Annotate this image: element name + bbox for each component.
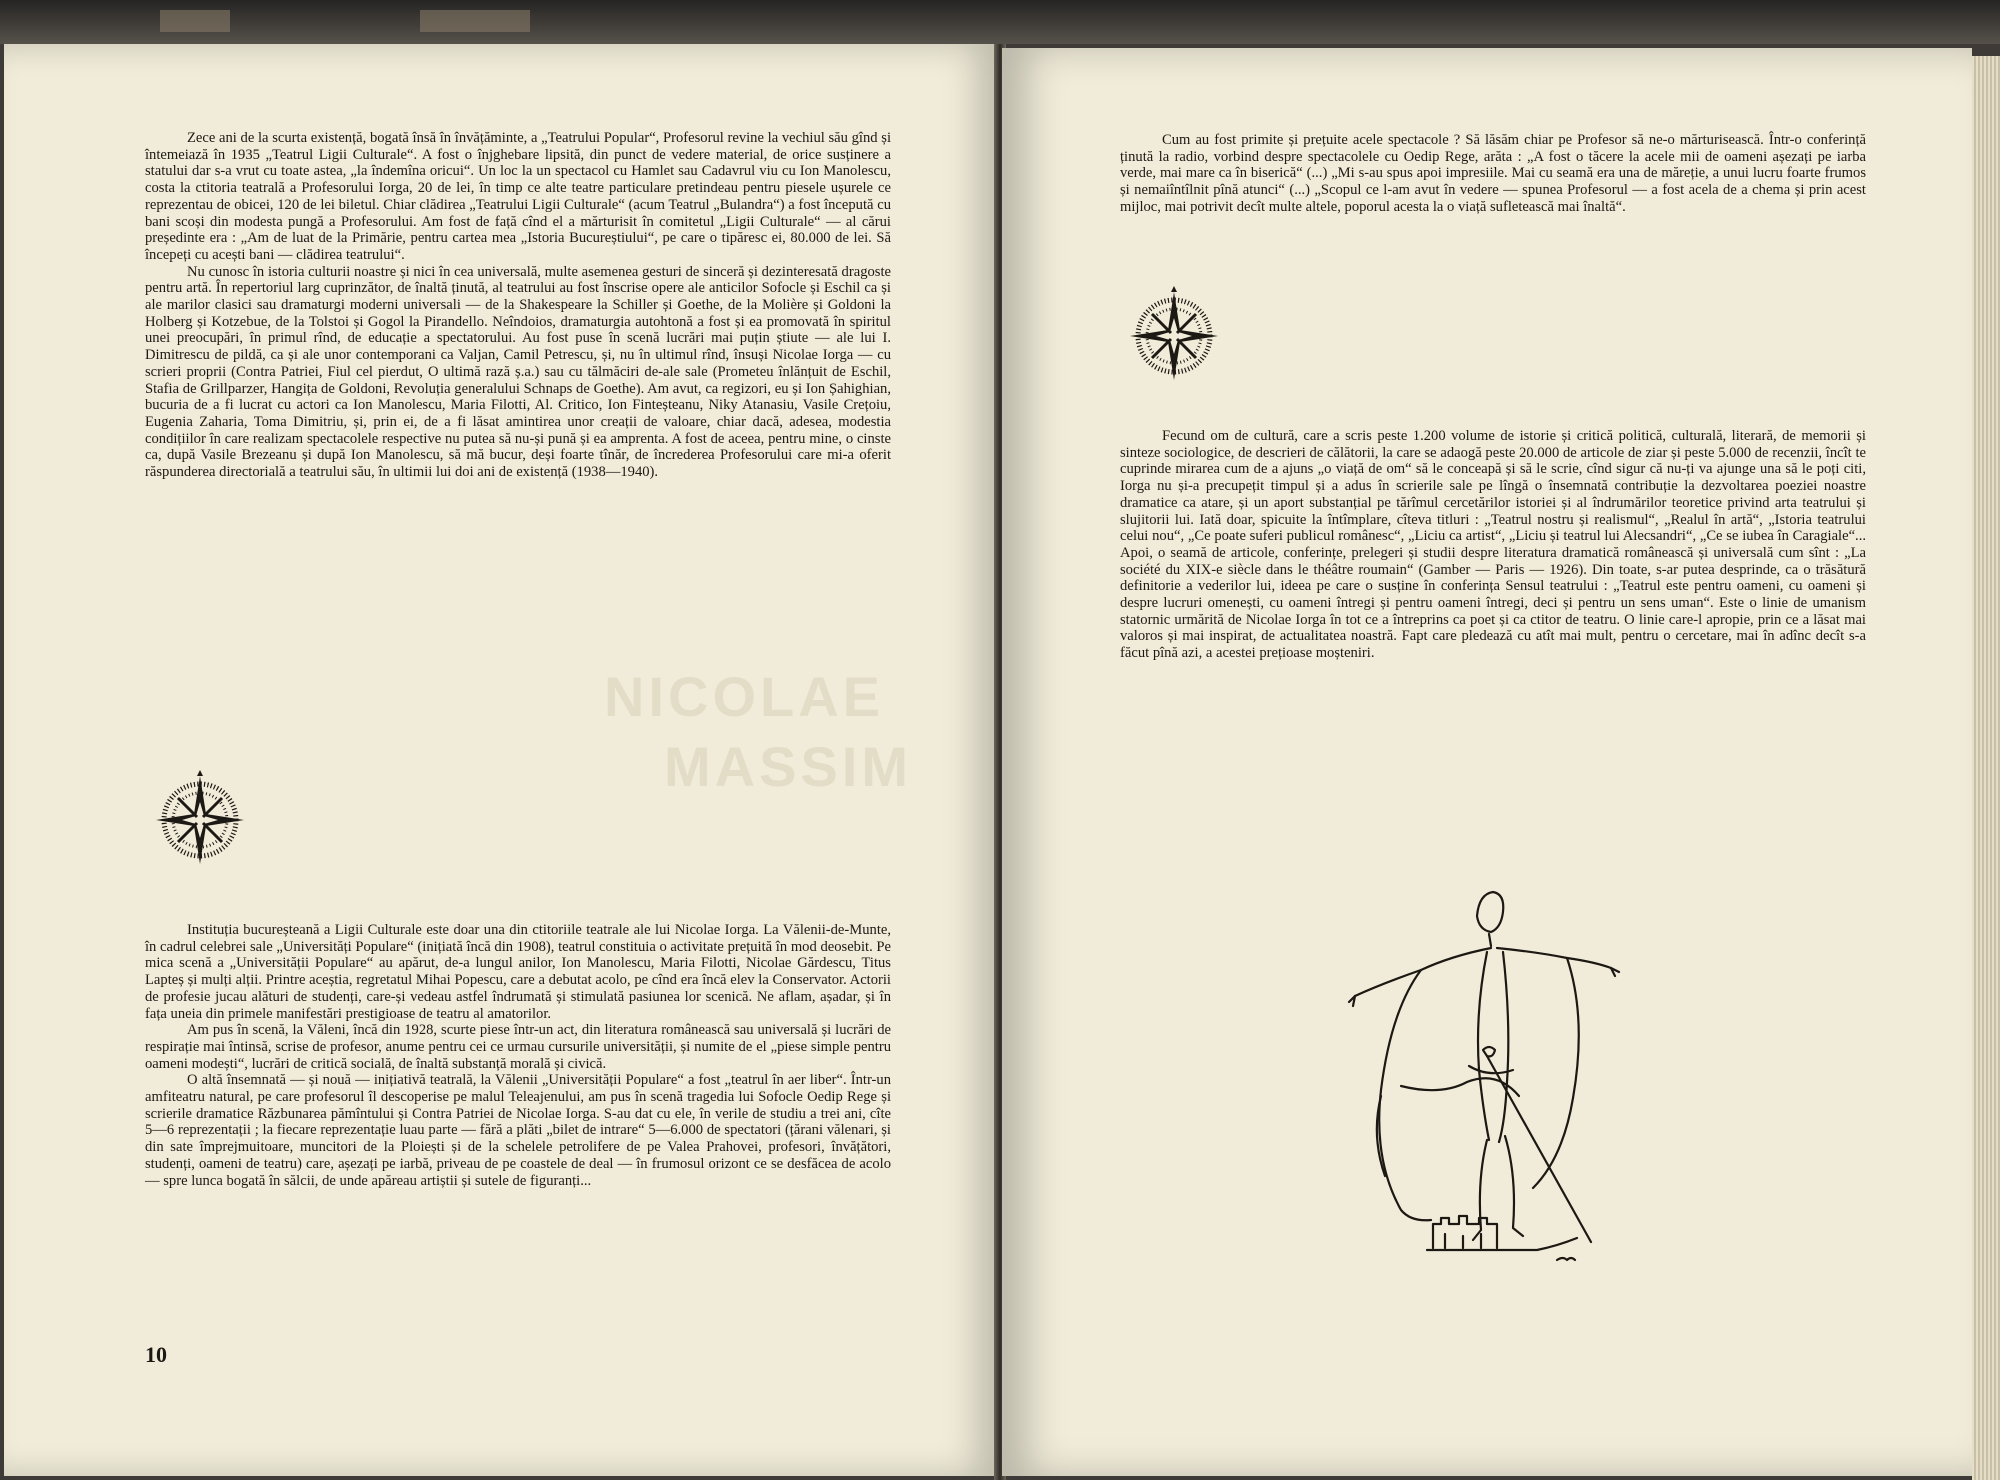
actor-sketch-illustration — [1337, 856, 1627, 1266]
paragraph: Zece ani de la scurta existență, bogată însă în învățăminte, a „Teatrului Popular“, Profesorul revine la vechiul său gînd și întemeiază în 1935 „Teatrul Ligii Culturale“. A fost o înjghebare lipsită, din punct de vedere material, de orice susținere a statului dar s-a vrut cu toate astea, „la îndemîna oricui“. Un loc la un spectacol cu Hamlet sau Cadavrul viu cu Ion Manolescu, costa la ctitoria teatrală a Profesorului Iorga, 20 de lei, în timp ce alte teatre particulare pretindeau pentru piesele ușurele ce reprezentau de obicei, 120 de lei biletul. Chiar clădirea „Teatrului Ligii Culturale“ (acum Teatrul „Bulandra“) a fost începută cu bani scoși din modesta pungă a Profesorului. Am fost de față cînd el a mărturisit în comitetul „Ligii Culturale“ — al cărui președinte era : „Am de luat de la Primărie, pentru cartea mea „Istoria Bucureștiului“, pe care o tipăresc ei, 80.000 de lei. Să începeți cu acești bani — clădirea teatrului“. — [145, 130, 891, 263]
paragraph: Instituția bucureșteană a Ligii Culturale este doar una din ctitoriile teatrale ale lui Nicolae Iorga. La Vălenii-de-Munte, în cadrul celebrei sale „Universități Populare“ (inițiată încă din 1908), teatrul constituia o activitate prețuită în mod deosebit. Pe mica scenă a „Universității Populare“ au apărut, de-a lungul anilor, Ion Manolescu, Maria Filotti, Nicolae Gărdescu, Titus Lapteș și mulți alții. Printre aceștia, regretatul Mihai Popescu, care a debutat acolo, pe cînd era încă elev la Conservator. Actorii de profesie jucau alături de studenți, care-și vedeau astfel îndrumată și stimulată pasiunea lor scenică. Ne aflam, așadar, și în fața uneia din primele manifestări prestigioase de teatru al amatorilor. — [145, 922, 891, 1022]
left-text-section-2 — [145, 922, 891, 1189]
paragraph: Nu cunosc în istoria culturii noastre și nici în cea universală, multe asemenea gesturi de sinceră și dezinteresată dragoste pentru artă. În repertoriul larg cuprinzător, de înaltă ținută, al teatrului au fost înscrise opere ale anticilor Sofocle și Eschil ca și ale marilor clasici sau dramaturgi moderni universali — de la Shakespeare la Schiller și Goethe, de la Molière și Goldoni la Holberg și Kotzebue, de la Tolstoi și Gogol la Pirandello. Neîndoios, dramaturgia autohtonă a fost și ea promovată în spiritul unei preocupări, în primul rînd, de educație a spectatorului. Au fost puse în scenă lucrări mai puțin știute — ale lui I. Dimitrescu de pildă, ca și ale unor contemporani ca Valjan, Camil Petrescu, și, nu în ultimul rînd, însuși Nicolae Iorga — cu scrieri proprii (Contra Patriei, Fiul cel pierdut, O ultimă rază ș.a.) sau cu tălmăciri de-ale sale (Prometeu înlănțuit de Eschil, Stafia de Grillparzer, Hangița de Goldoni, Revoluția generalului Schnaps de Goethe). Am avut, ca regizori, eu și Ion Șahighian, bucuria de a fi lucrat cu actori ca Ion Manolescu, Maria Filotti, Al. Critico, Ion Finteșteanu, Niky Atanasiu, Vasile Crețoiu, Eugenia Zaharia, Toma Dimitriu, și, prin ei, de a fi lăsat amintirea unor creații de valoare, chiar dacă, adesea, modestia condițiilor în care realizam spectacolele respective nu putea să nu-și pună și ea amprenta. A fost de aceea, pentru mine, o cinste ca, după Vasile Brezeanu și după Ion Manolescu, să mă bucur, deși foarte tînăr, de încrederea Profesorului care mi-a oferit răspunderea directorială a teatrului său, în ultimii lui doi ani de existență (1938—1940). — [145, 263, 891, 481]
book-top-edge — [0, 0, 2000, 44]
paragraph: O altă însemnată — și nouă — inițiativă teatrală, la Vălenii „Universității Populare“ a fost „teatrul în aer liber“. Într-un amfiteatru natural, pe care profesorul îl descoperise pe malul Teleajenului, am pus în scenă tragedia lui Sofocle Oedip Rege și scrierile dramatice Răzbunarea pămîntului și Contra Patriei de Nicolae Iorga. S-au dat cu ele, în verile de studiu a trei ani, cîte 5—6 reprezentații ; la fiecare reprezentație luau parte — fără a plăti „bilet de intrare“ 5—6.000 de spectatori (țărani vălenari, și din sate împrejmuitoare, muncitori de la Ploiești și de la schelele petrolifere de pe Valea Prahovei, profesori, învățători, studenți, oameni de teatru) care, așezați pe iarbă, priveau de pe coastele de deal — în frumosul orizont ce se desfăcea de acolo — spre lunca bogată în sălcii, de unde apăreau artiștii și sutele de figuranți... — [145, 1072, 891, 1189]
left-page — [4, 44, 998, 1476]
show-through-text: MASSIM — [664, 735, 912, 798]
right-page — [1002, 48, 1972, 1476]
page-number: 10 — [145, 1342, 167, 1367]
left-text-section-1 — [145, 130, 891, 481]
show-through-text: NICOLAE — [604, 665, 884, 728]
edge-mark — [420, 10, 530, 32]
paragraph: Am pus în scenă, la Văleni, încă din 1928, scurte piese într-un act, din literatura românească sau universală și lucrări de respirație mai întinsă, scrise de profesor, anume pentru cei ce urmau cursurile universității, și numite de el „piese simple pentru oameni modești“, lucrări de critică socială, de înaltă substanță morală și civică. — [145, 1022, 891, 1072]
paragraph: Fecund om de cultură, care a scris peste 1.200 volume de istorie și critică politică, culturală, literară, de memorii și sinteze sociologice, de descrieri de călătorii, la care se adaogă peste 20.000 de articole de ziar și peste 5.000 de recenzii, încît te cuprinde mirarea cum de a ajuns „o viață de om“ să le conceapă și să le scrie, cînd sigur că nu-ți va ajunge una să le poți citi, Iorga nu și-a precupețit timpul și a adus în scrierile sale pe lîngă o însemnată contribuție la dezvoltarea poeziei noastre dramatice ca atare, și un aport substanțial pe tărîmul cercetărilor istoriei și al îndrumărilor teoretice privind arta teatrului și slujitorii lui. Iată doar, spicuite la întîmplare, cîteva titluri : „Teatrul nostru și realismul“, „Realul în artă“, „Istoria teatrului celui nou“, „Ce poate suferi publicul românesc“, „Liciu ca artist“, „Liciu și teatrul lui Alecsandri“, „Ce se iubea în Caragiale“... Apoi, o seamă de articole, conferințe, prelegeri și studii despre literatura dramatică românească și universală cum sînt : „La société du XIX-e siècle dans le théâtre roumain“ (Gamber — Paris — 1926). Din toate, s-ar putea desprinde, ca o trăsătură definitorie a vederilor lui, ideea pe care o susține în conferința Sensul teatrului : „Teatrul este pentru oameni, cu oameni și despre lucruri omenești, cu oameni întregi și pentru oameni întregi, deci și pentru un sens uman“. Este o linie de umanism statornic urmărită de Nicolae Iorga în tot ce a întreprins ca poet și ca ctitor de teatru. O linie care-l apropie, prin ce a lăsat mai valoros și mai inspirat, de actualitatea noastră. Fapt care pledează cu atît mai mult, pentru o cercetare, mai în adînc decît s-a făcut pînă azi, a acestei prețioase moșteniri. — [1120, 428, 1866, 662]
book-page-edges — [1972, 56, 2000, 1480]
compass-rose-ornament-icon — [150, 768, 250, 872]
compass-rose-ornament-icon — [1124, 284, 1224, 388]
paragraph: Cum au fost primite și prețuite acele spectacole ? Să lăsăm chiar pe Profesor să ne-o mărturisească. Într-o conferință ținută la radio, vorbind despre spectacolele cu Oedip Rege, arăta : „A fost o tăcere la acele mii de oameni așezați pe iarba verde, mai mare ca în biserică“ (...) „Mi s-au spus apoi impresiile. Mai cu seamă era una de măreție, a unui lucru foarte frumos și nemaiîntîlnit pînă atunci“ (...) „Scopul ce l-am avut în vedere — spunea Profesorul — a fost acela de a chema și prin acest mijloc, mai potrivit decît multe altele, poporul acesta la o viață sufletească mai înaltă“. — [1120, 132, 1866, 215]
edge-mark — [160, 10, 230, 32]
right-text-section-2 — [1120, 428, 1866, 662]
right-text-section-1 — [1120, 132, 1866, 216]
